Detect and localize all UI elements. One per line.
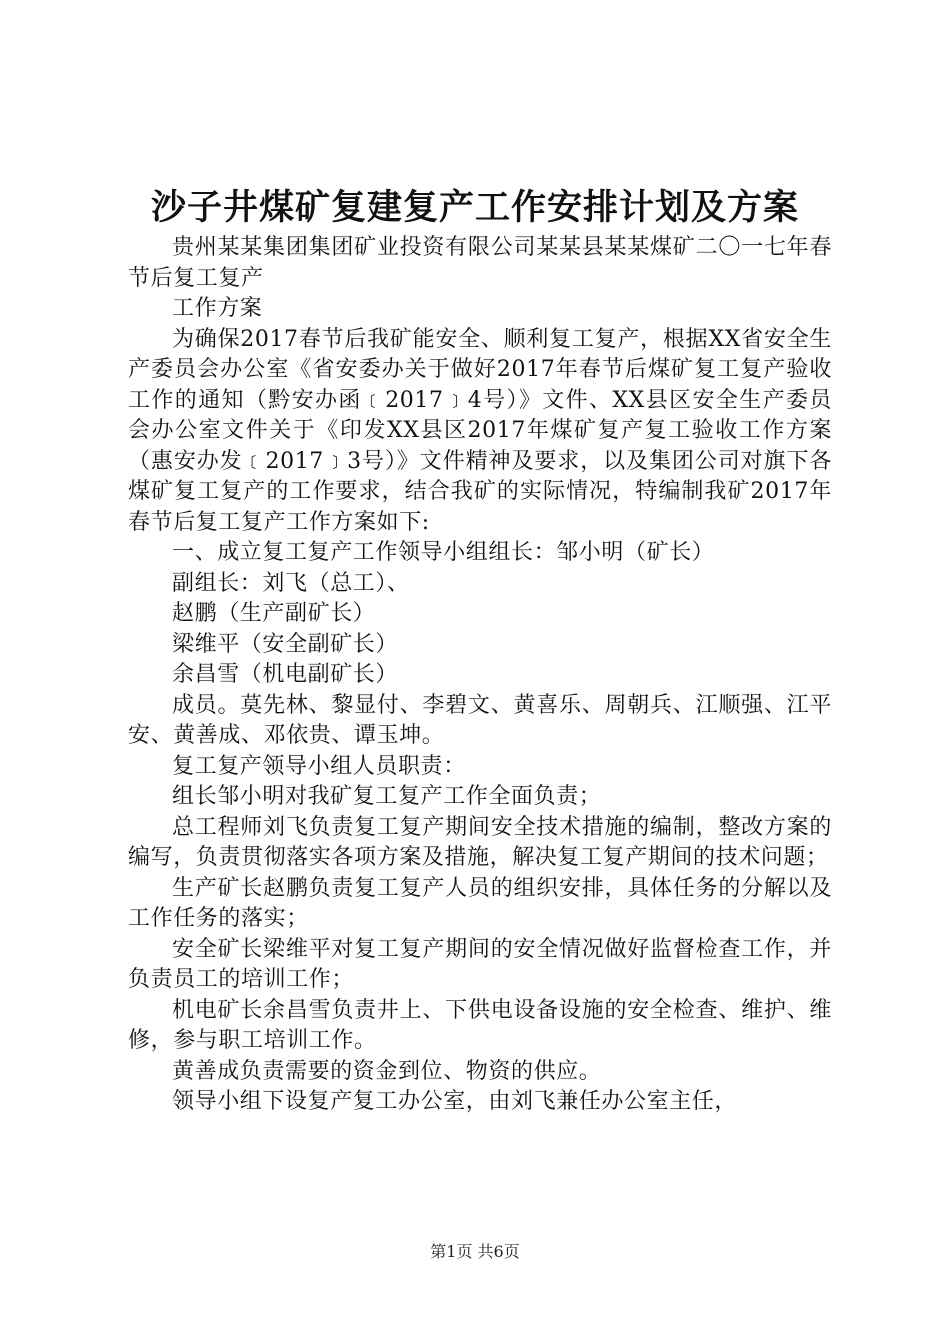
paragraph-leader: 一、成立复工复产工作领导小组组长：邹小明（矿长） (172, 540, 715, 565)
paragraph-office: 领导小组下设复产复工办公室，由刘飞兼任办公室主任， (172, 1089, 738, 1114)
paragraph-duty-funding: 黄善成负责需要的资金到位、物资的供应。 (172, 1058, 602, 1084)
paragraph-plan-heading: 工作方案 (172, 296, 263, 321)
page-footer: 第1页 共6页 (430, 1242, 520, 1261)
document-body (128, 233, 832, 1118)
paragraph-purpose: 为确保2017春节后我矿能安全、顺利复工复产，根据XX省安全生产委员会办公室《省安委办关于做好2017年春节后煤矿复工复产验收工作的通知（黔安办函﹝2017﹞4号）》文件、XX县区安全生产委员会办公室文件关于《印发XX县区2017年煤矿复产复工验收工作方案（惠安办发﹝2017﹞3号）》文件精神及要求，以及集团公司对旗下各煤矿复工复产的工作要求，结合我矿的实际情况，特编制我矿2017年春节后复工复产工作方案如下: (128, 326, 832, 535)
paragraph-members: 成员。莫先林、黎显付、李碧文、黄喜乐、周朝兵、江顺强、江平安、黄善成、邓依贵、谭玉坤。 (128, 692, 832, 748)
paragraph-company-heading: 贵州某某集团集团矿业投资有限公司某某县某某煤矿二〇一七年春节后复工复产 (128, 235, 832, 291)
paragraph-duty-leader: 组长邹小明对我矿复工复产工作全面负责； (172, 784, 602, 809)
paragraph-duty-production-manager: 生产矿长赵鹏负责复工复产人员的组织安排，具体任务的分解以及工作任务的落实； (128, 875, 832, 931)
paragraph-deputy-safety: 梁维平（安全副矿长） (172, 631, 399, 657)
paragraph-duty-electromechanical-manager: 机电矿长余昌雪负责井上、下供电设备设施的安全检查、维护、维修，参与职工培训工作。 (128, 997, 832, 1053)
paragraph-duty-safety-manager: 安全矿长梁维平对复工复产期间的安全情况做好监督检查工作，并负责员工的培训工作； (128, 936, 832, 992)
paragraph-duty-chief-engineer: 总工程师刘飞负责复工复产期间安全技术措施的编制，整改方案的编写，负责贯彻落实各项方案及措施，解决复工复产期间的技术问题； (128, 814, 832, 870)
paragraph-deputy-leader: 副组长：刘飞（总工）、 (172, 570, 410, 596)
document-title: 沙子井煤矿复建复产工作安排计划及方案 (150, 187, 799, 228)
paragraph-deputy-production: 赵鹏（生产副矿长） (172, 601, 376, 626)
paragraph-duties-heading: 复工复产领导小组人员职责： (172, 753, 466, 779)
paragraph-deputy-electromechanical: 余昌雪（机电副矿长） (172, 662, 399, 687)
